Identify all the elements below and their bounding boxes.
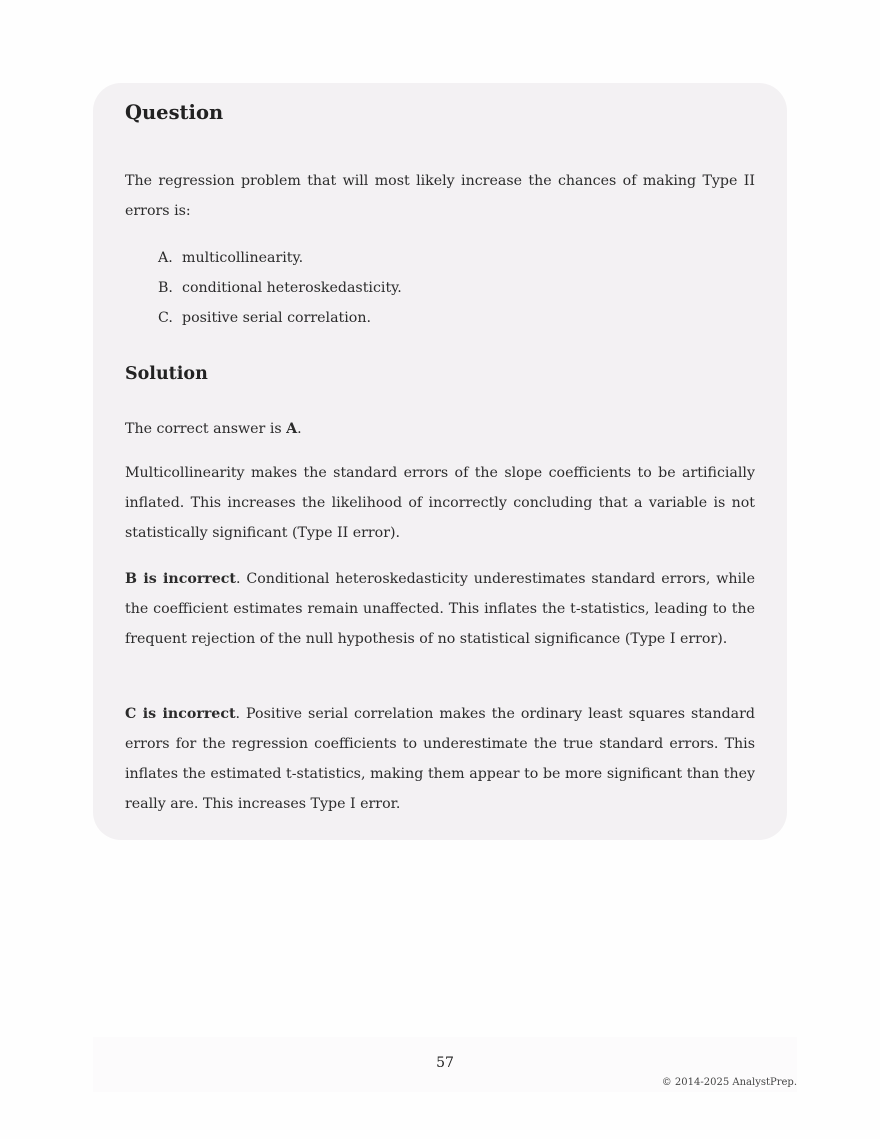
option-b [158, 273, 402, 303]
correct-answer [125, 414, 755, 444]
explanation: Multicollinearity makes the standard errors of the slope coefficients to be artificially inflated. This increases the likelihood of incorrectly concluding that a variable is not statistically significant (Type II error). [125, 465, 755, 541]
page-number: 57 [436, 1055, 454, 1071]
option-text: conditional heteroskedasticity. [182, 280, 402, 296]
b-text: . Conditional heteroskedasticity underestimates standard errors, while the coefficient estimates remain unaffected. This inflates the t-statistics, leading to the frequent rejection of the null hypothesis of no statistical significance (Type I error). [125, 571, 755, 647]
c-lead: C is incorrect [125, 706, 236, 722]
option-label: C. [158, 310, 173, 326]
answer-letter: A [286, 421, 298, 437]
answer-suffix: . [297, 421, 302, 437]
solution-heading: Solution [125, 364, 208, 384]
option-label: B. [158, 280, 173, 296]
option-c-explanation [125, 699, 755, 819]
option-label: A. [158, 250, 173, 266]
c-text: . Positive serial correlation makes the ordinary least squares standard errors for the regression coefficients to underestimate the true standard errors. This inflates the estimated t-statistics, making them appear to be more significant than they really are. This increases Type I error. [125, 706, 755, 812]
option-text: multicollinearity. [182, 250, 304, 266]
page-footer [93, 1037, 797, 1092]
question-card [93, 83, 787, 840]
question-text: The regression problem that will most likely increase the chances of making Type II errors is: [125, 173, 755, 219]
option-text: positive serial correlation. [182, 310, 371, 326]
option-a [158, 243, 303, 273]
question-heading: Question [125, 101, 224, 124]
option-c [158, 303, 371, 333]
option-b-explanation [125, 564, 755, 654]
b-lead: B is incorrect [125, 571, 236, 587]
answer-prefix: The correct answer is [125, 421, 287, 437]
copyright: © 2014-2025 AnalystPrep. [661, 1077, 797, 1088]
